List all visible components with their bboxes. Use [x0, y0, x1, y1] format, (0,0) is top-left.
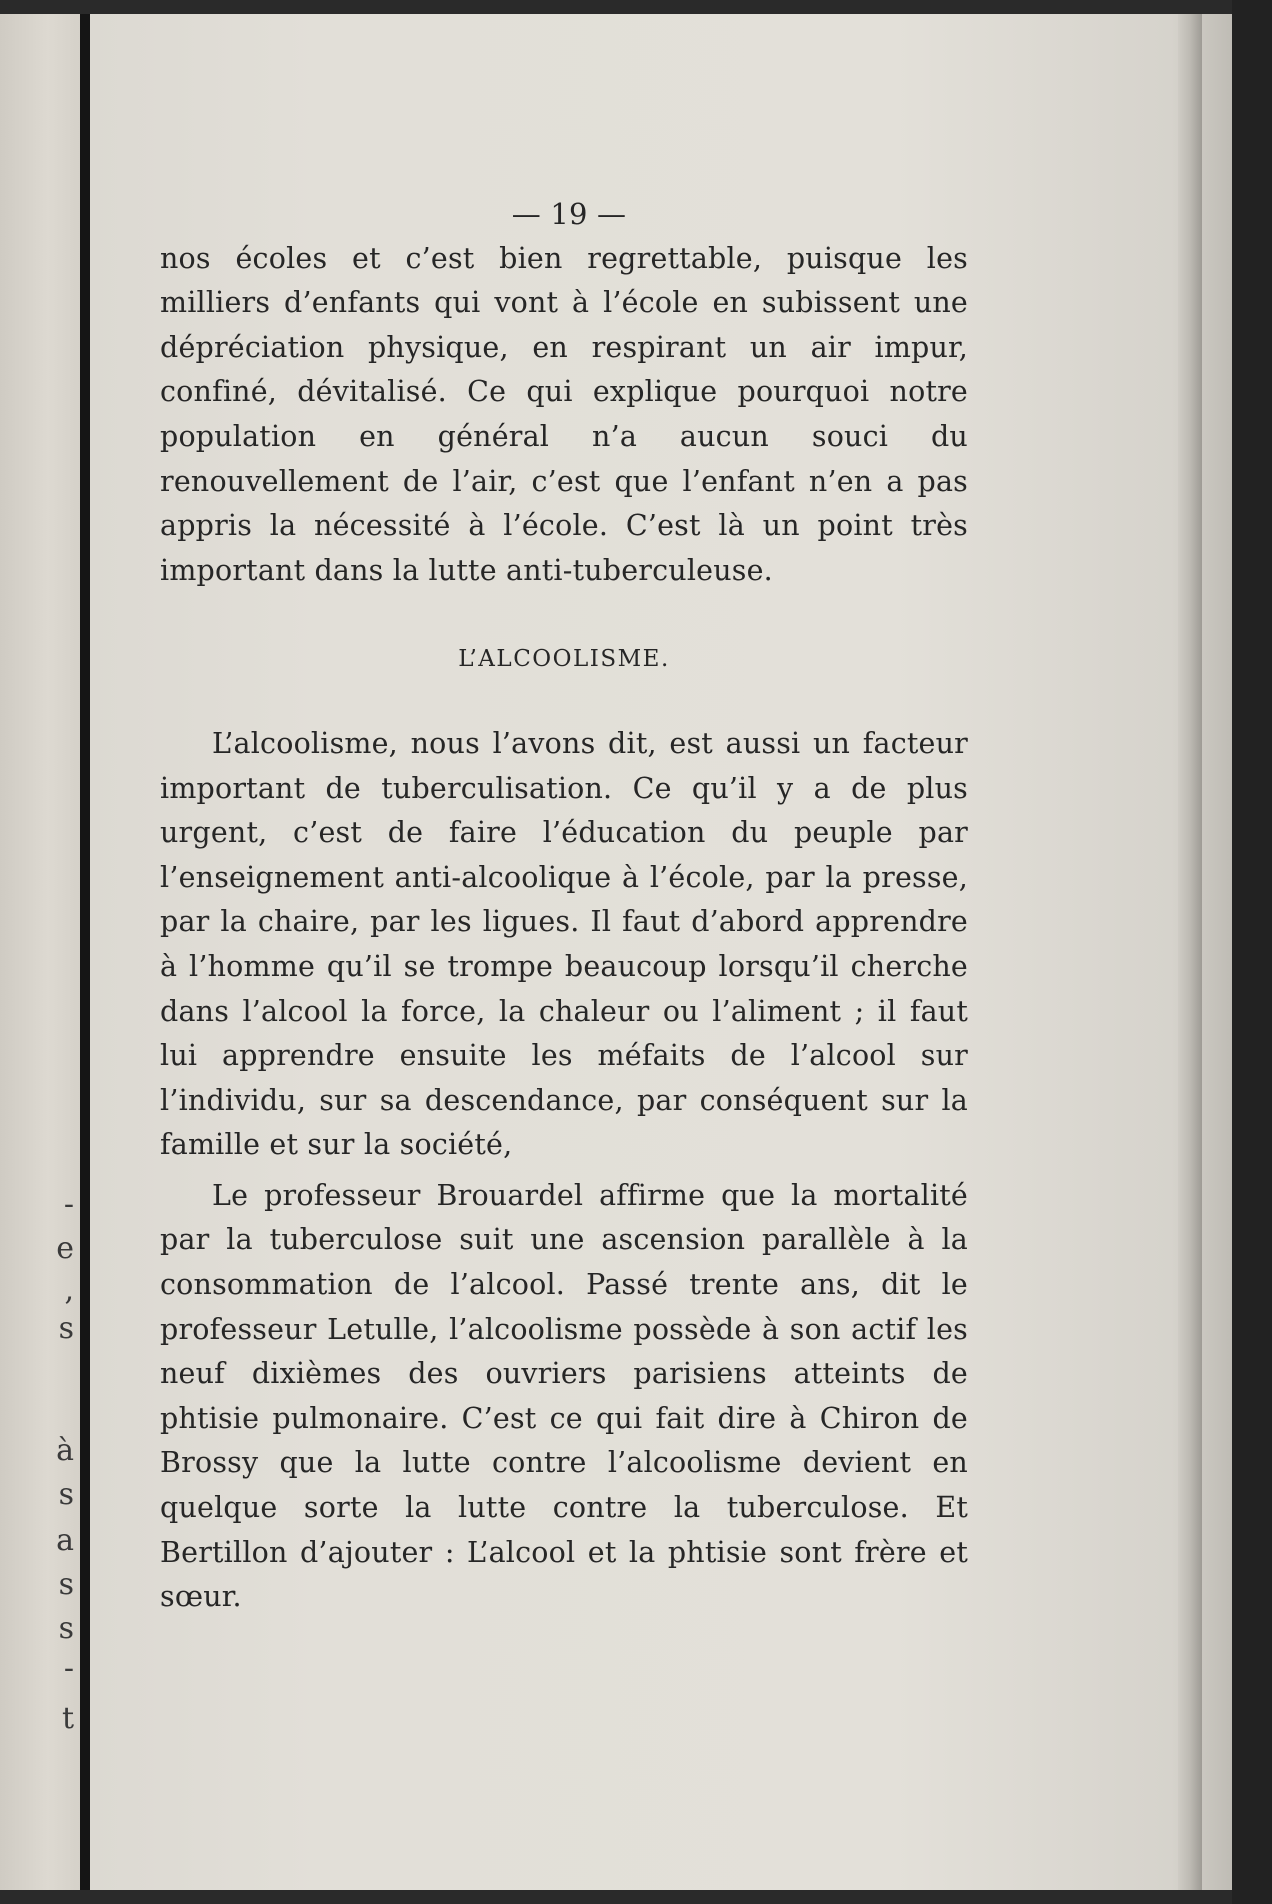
adjacent-fragment: -: [63, 1187, 74, 1222]
adjacent-fragment: ,: [64, 1273, 74, 1308]
adjacent-page-sliver: [0, 14, 80, 1890]
adjacent-fragment: s: [58, 1567, 74, 1602]
binding-gutter: [80, 14, 90, 1890]
paragraph: L’alcoolisme, nous l’avons dit, est aussi un facteur important de tuberculisation. Ce qu’il y a de plus urgent, c’est de faire l’éducation du peuple par l’enseignement anti-alcoolique à l’école, par la presse, par la chaire, par les ligues. Il faut d’abord apprendre à l’homme qu’il se trompe beaucoup lorsqu’il cherche dans l’alcool la force, la chaleur ou l’aliment ; il faut lui apprendre ensuite les méfaits de l’alcool sur l’individu, sur sa descendance, par conséquent sur la famille et sur la société,: [160, 726, 968, 1162]
page-number: — 19 —: [511, 197, 627, 231]
paragraph: Le professeur Brouardel affirme que la mortalité par la tuberculose suit une ascension parallèle à la consommation de l’alcool. Passé trente ans, dit le professeur Letulle, l’alcoolisme possède à son actif les neuf dixièmes des ouvriers parisiens atteints de phtisie pulmonaire. C’est ce qui fait dire à Chiron de Brossy que la lutte contre l’alcoolisme devient en quelque sorte la lutte contre la tuberculose. Et Bertillon d’ajouter : L’alcool et la phtisie sont frère et sœur.: [160, 1178, 968, 1614]
adjacent-fragment: e: [56, 1231, 74, 1266]
adjacent-fragment: s: [58, 1611, 74, 1646]
scan-background: [1232, 0, 1272, 1904]
section-heading: L’ALCOOLISME.: [458, 646, 670, 673]
adjacent-fragment: t: [61, 1701, 74, 1736]
adjacent-fragment: s: [58, 1311, 74, 1346]
paragraph: nos écoles et c’est bien regrettable, puisque les milliers d’enfants qui vont à l’école en subissent une dépréciation physique, en respirant un air impur, confiné, dévitalisé. Ce qui explique pourquoi notre population en général n’a aucun souci du renouvellement de l’air, c’est que l’enfant n’en a pas appris la nécessité à l’école. C’est là un point très important dans la lutte anti-tuberculeuse.: [160, 241, 968, 587]
adjacent-fragment: a: [56, 1523, 74, 1558]
adjacent-fragment: s: [58, 1477, 74, 1512]
adjacent-fragment: -: [63, 1651, 74, 1686]
adjacent-fragment: à: [56, 1433, 74, 1468]
page-edge: [1178, 14, 1202, 1890]
book-page: [90, 14, 1240, 1890]
page-text: [160, 192, 968, 1620]
